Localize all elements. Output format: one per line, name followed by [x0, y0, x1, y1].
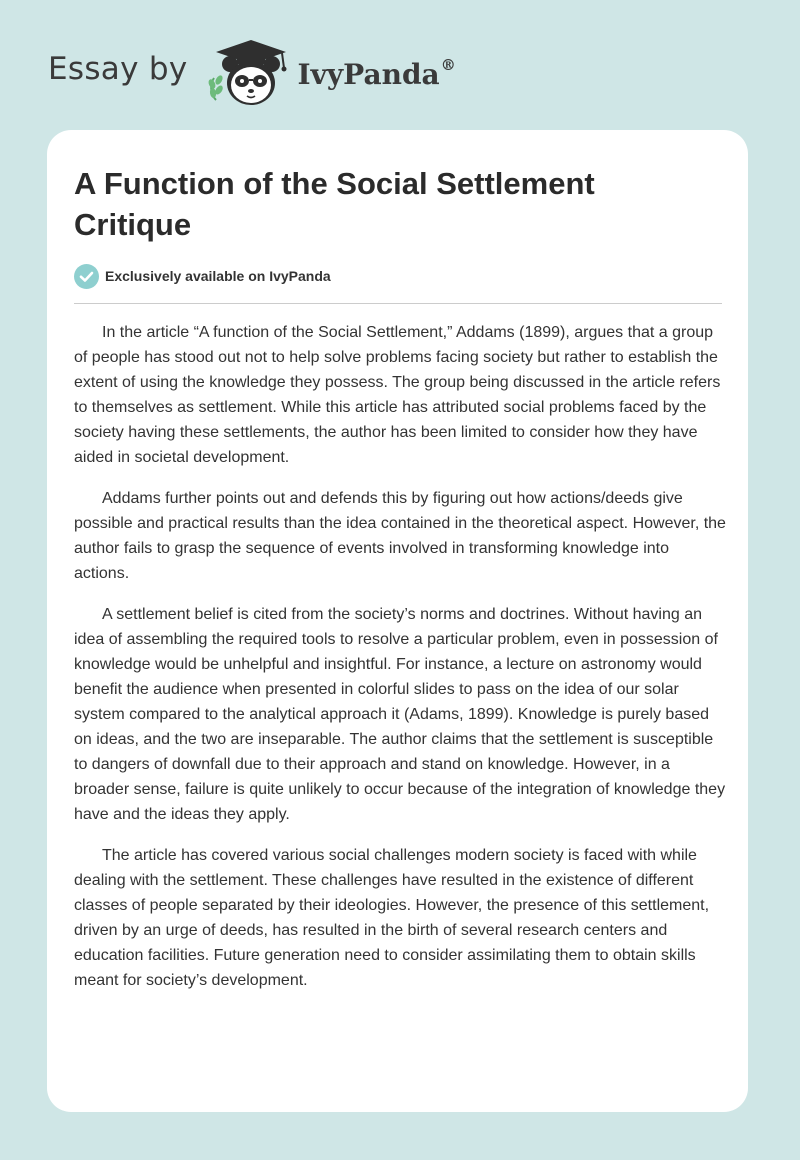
exclusive-badge: [74, 263, 331, 289]
paragraph: In the article “A function of the Social Settlement,” Addams (1899), argues that a group of people has stood out not to help solve problems facing society but rather to establish the extent of using the knowledge they possess. The group being discussed in the article refers to themselves as settlement. While this article has attributed social problems faced by the society having these settlements, the author has been limited to consider how they have aided in societal development.: [74, 324, 721, 466]
paragraph: A settlement belief is cited from the society’s norms and doctrines. Without having an idea of assembling the required tools to resolve a particular problem, even in possession of knowledge would be unhelpful and insightful. For instance, a lecture on astronomy would benefit the audience when presented in colorful slides to pass on the idea of our solar system compared to the analytical approach it (Adams, 1899). Knowledge is purely based on ideas, and the two are inseparable. The author claims that the settlement is susceptible to dangers of downfall due to their approach and stand on knowledge. However, in a broader sense, failure is quite unlikely to occur because of the integration of knowledge they have and the ideas they apply.: [74, 606, 726, 823]
panda-graduate-icon[interactable]: [204, 34, 292, 110]
essay-card: [47, 130, 748, 1112]
paragraph: The article has covered various social challenges modern society is faced with while dealing with the settlement. These challenges have resulted in the existence of different classes of people separated by their ideologies. However, the presence of this settlement, driven by an urge of deeds, has resulted in the birth of several research centers and education facilities. Future generation need to consider assimilating them to obtain skills meant for society’s development.: [74, 847, 710, 989]
check-circle-icon: [74, 264, 99, 289]
divider: [74, 303, 722, 304]
badge-text: Exclusively available on IvyPanda: [105, 268, 331, 284]
essay-by-label: Essay by: [48, 51, 188, 87]
page-title: A Function of the Social Settlement Critique: [74, 166, 595, 242]
paragraph: Addams further points out and defends this by figuring out how actions/deeds give possible and practical results than the idea contained in the theoretical aspect. However, the author fails to grasp the sequence of events involved in transforming knowledge into actions.: [74, 490, 726, 582]
article-body: [74, 320, 726, 1009]
trademark-symbol: ®: [440, 55, 456, 74]
site-header: [48, 34, 456, 110]
brand-name[interactable]: [298, 56, 456, 91]
brand-text: IvyPanda: [297, 57, 440, 91]
